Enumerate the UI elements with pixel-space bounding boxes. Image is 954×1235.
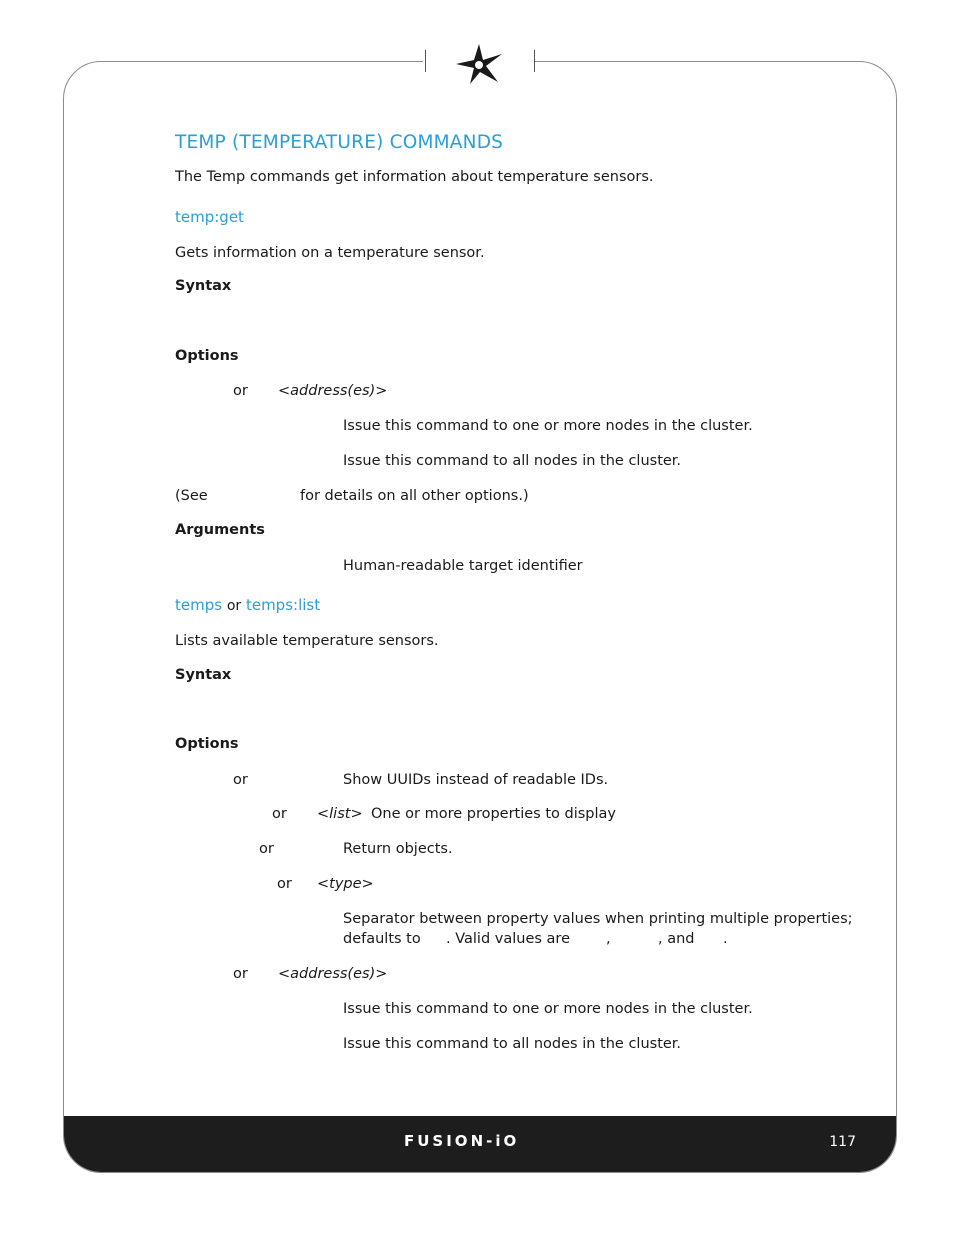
cmd-heading-temps xyxy=(175,596,320,614)
option-desc-all: Issue this command to all nodes in the cluster. xyxy=(343,453,682,469)
cmd-heading-temps-list: temps:list xyxy=(245,596,321,614)
separator-valid: . Valid values are xyxy=(446,931,570,947)
cmd-description: Gets information on a temperature sensor. xyxy=(175,245,485,261)
separator-and: , and xyxy=(658,931,695,947)
header-divider-left xyxy=(425,50,426,72)
option-arg-list: <list> xyxy=(317,806,363,822)
option-desc-address: Issue this command to one or more nodes in the cluster. xyxy=(343,1001,753,1017)
option-desc-objects: Return objects. xyxy=(343,841,453,857)
cmd-heading-temp-get: temp:get xyxy=(175,208,244,226)
option-arg-address: <address(es)> xyxy=(278,966,388,982)
options-label: Options xyxy=(175,348,239,364)
option-desc-address: Issue this command to one or more nodes in the cluster. xyxy=(343,418,753,434)
separator-period: . xyxy=(723,931,728,947)
option-or: or xyxy=(272,806,287,822)
see-prefix: (See xyxy=(175,488,208,504)
argument-desc-target: Human-readable target identifier xyxy=(343,558,583,574)
option-or: or xyxy=(233,772,248,788)
fusion-io-star-icon xyxy=(452,40,506,88)
option-desc-all: Issue this command to all nodes in the cluster. xyxy=(343,1036,682,1052)
separator-defaults: defaults to xyxy=(343,931,421,947)
syntax-label: Syntax xyxy=(175,278,232,294)
cmd-description: Lists available temperature sensors. xyxy=(175,633,439,649)
cmd-heading-temps-a: temps xyxy=(175,596,223,614)
option-or: or xyxy=(259,841,274,857)
footer-bar xyxy=(64,1116,896,1172)
separator-comma: , xyxy=(606,931,611,947)
syntax-label: Syntax xyxy=(175,667,232,683)
see-suffix: for details on all other options.) xyxy=(300,488,529,504)
options-label: Options xyxy=(175,736,239,752)
option-or: or xyxy=(233,966,248,982)
option-desc-properties: One or more properties to display xyxy=(371,806,616,822)
option-arg-type: <type> xyxy=(317,876,374,892)
section-intro: The Temp commands get information about temperature sensors. xyxy=(175,169,654,185)
fusion-io-logo: FUSION-iO xyxy=(404,1132,520,1150)
option-or: or xyxy=(233,383,248,399)
cmd-heading-or: or xyxy=(226,598,242,614)
section-title: TEMP (TEMPERATURE) COMMANDS xyxy=(175,132,504,153)
arguments-label: Arguments xyxy=(175,522,265,538)
option-or: or xyxy=(277,876,292,892)
option-desc-separator: Separator between property values when printing multiple properties; xyxy=(343,911,853,927)
option-arg-address: <address(es)> xyxy=(278,383,388,399)
page-number: 117 xyxy=(829,1134,856,1150)
option-desc-uuids: Show UUIDs instead of readable IDs. xyxy=(343,772,609,788)
header-divider-right xyxy=(534,50,535,72)
